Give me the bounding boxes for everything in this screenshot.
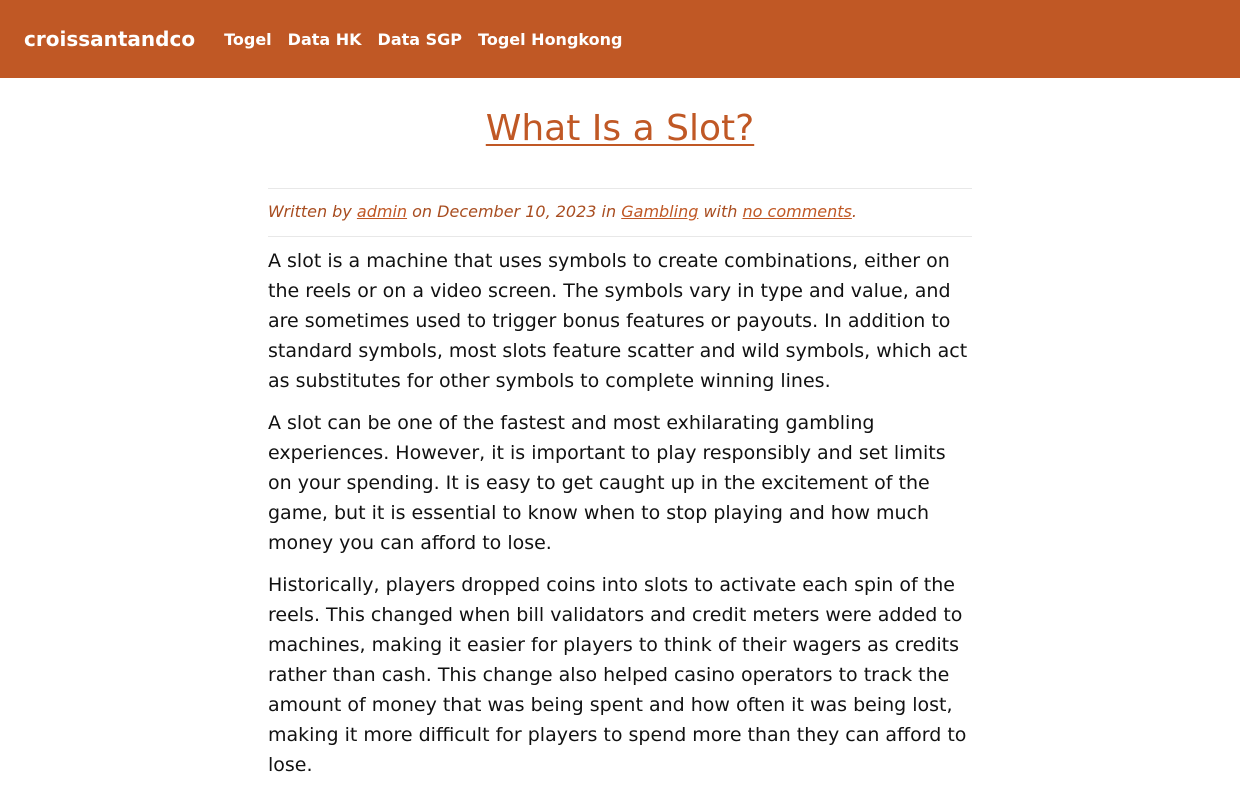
meta-written-by: Written by	[268, 202, 352, 221]
site-header	[0, 0, 1240, 78]
main-nav	[224, 30, 622, 49]
nav-link-data-sgp[interactable]: Data SGP	[377, 29, 463, 49]
post-meta	[268, 188, 972, 237]
paragraph: A slot is a machine that uses symbols to create combinations, either on the reels or on a video screen. The symbols vary in type and value, and are sometimes used to trigger bonus features or payouts. In addition to standard symbols, most slots feature scatter and wild symbols, which act as substitutes for other symbols to complete winning lines.	[268, 250, 968, 392]
paragraph: A slot can be one of the fastest and most exhilarating gambling experiences. However, it is important to play responsibly and set limits on your spending. It is easy to get caught up in the excitement of the game, but it is essential to know when to stop playing and how much money you can afford to lose.	[268, 412, 946, 554]
meta-with: with	[703, 202, 738, 221]
nav-link-data-hk[interactable]: Data HK	[287, 29, 362, 49]
meta-author-link[interactable]: admin	[356, 202, 408, 221]
nav-link-togel-hongkong[interactable]: Togel Hongkong	[478, 29, 623, 49]
meta-period: .	[851, 202, 857, 221]
paragraph: Historically, players dropped coins into slots to activate each spin of the reels. This changed when bill validators and credit meters were added to machines, making it easier for players to think of their wagers as credits rather than cash. This change also helped casino operators to track the amount of money that was being spent and how often it was being lost, making it more difficult for players to spend more than they can afford to lose.	[268, 574, 967, 776]
meta-date: on December 10, 2023 in	[412, 202, 617, 221]
post-title-link[interactable]: What Is a Slot?	[485, 108, 755, 149]
meta-comments-link[interactable]: no comments	[742, 202, 852, 221]
post-body	[268, 246, 972, 780]
nav-link-togel[interactable]: Togel	[224, 29, 272, 49]
main-content	[268, 108, 972, 780]
site-brand-link[interactable]: croissantandco	[24, 27, 196, 51]
meta-category-link[interactable]: Gambling	[621, 202, 699, 221]
post-title	[268, 108, 972, 150]
